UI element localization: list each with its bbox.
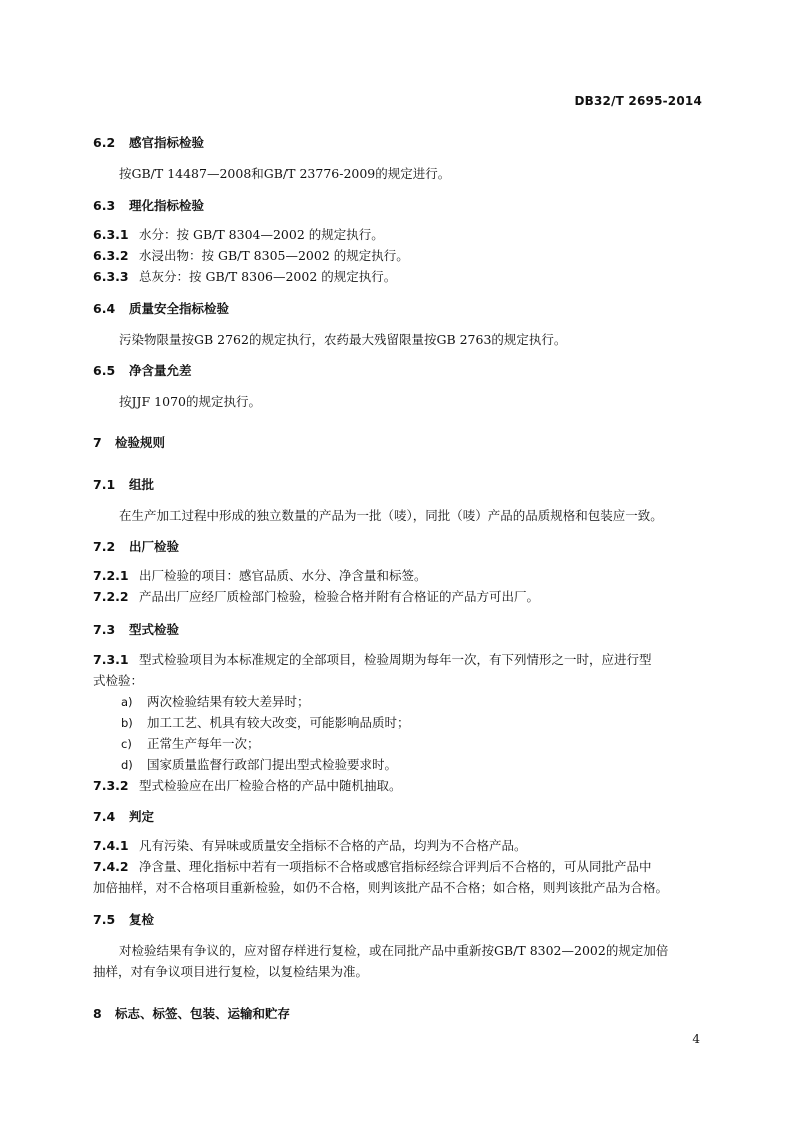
- chapter-8-heading: [93, 1004, 290, 1022]
- section-7-5-text-line1: 对检验结果有争议的，应对留存样进行复检，或在同批产品中重新按GB/T 8302—2002的规定加倍: [119, 943, 669, 958]
- clause-number: 6.3.2: [93, 248, 129, 263]
- section-6-2-heading: [93, 133, 204, 151]
- section-7-4-heading: [93, 807, 154, 825]
- section-7-2-heading: [93, 537, 179, 555]
- section-title: 判定: [129, 809, 155, 824]
- section-6-4-heading: [93, 299, 229, 317]
- clause-text: 出厂检验的项目：感官品质、水分、净含量和标签。: [139, 568, 427, 583]
- clause-7-3-1: [93, 650, 652, 668]
- section-6-3-heading: [93, 196, 204, 214]
- clause-text: 型式检验项目为本标准规定的全部项目，检验周期为每年一次，有下列情形之一时，应进行型: [139, 652, 652, 667]
- clause-6-3-2: [93, 246, 409, 264]
- section-title: 理化指标检验: [129, 198, 205, 213]
- list-item: [121, 755, 397, 773]
- chapter-number: 8: [93, 1006, 102, 1021]
- section-6-5-text: 按JJF 1070的规定执行。: [119, 394, 261, 409]
- document-code: DB32/T 2695-2014: [574, 94, 702, 108]
- list-marker: b): [121, 716, 133, 730]
- clause-text: 净含量、理化指标中若有一项指标不合格或感官指标经综合评判后不合格的，可从同批产品中: [139, 859, 652, 874]
- clause-7-2-1: [93, 566, 427, 584]
- section-title: 出厂检验: [129, 539, 180, 554]
- section-number: 7.4: [93, 809, 116, 824]
- list-item-text: 正常生产每年一次；: [147, 736, 260, 751]
- clause-7-4-2-continued: 加倍抽样，对不合格项目重新检验，如仍不合格，则判该批产品不合格；如合格，则判该批产品为合格。: [93, 880, 669, 895]
- section-title: 组批: [129, 477, 155, 492]
- section-6-4-text: 污染物限量按GB 2762的规定执行，农药最大残留限量按GB 2763的规定执行。: [119, 332, 567, 347]
- section-title: 净含量允差: [129, 363, 192, 378]
- clause-text: 水浸出物：按 GB/T 8305—2002 的规定执行。: [139, 248, 409, 263]
- clause-7-3-2: [93, 776, 402, 794]
- clause-7-3-1-continued: 式检验：: [93, 673, 144, 688]
- chapter-number: 7: [93, 435, 102, 450]
- chapter-title: 检验规则: [115, 435, 166, 450]
- section-7-5-heading: [93, 910, 154, 928]
- list-item: [121, 734, 260, 752]
- clause-text: 总灰分：按 GB/T 8306—2002 的规定执行。: [139, 269, 397, 284]
- section-6-2-text: 按GB/T 14487—2008和GB/T 23776-2009的规定进行。: [119, 166, 451, 181]
- clause-text: 产品出厂应经厂质检部门检验，检验合格并附有合格证的产品方可出厂。: [139, 589, 540, 604]
- section-number: 7.5: [93, 912, 116, 927]
- section-6-5-heading: [93, 361, 192, 379]
- section-number: 7.3: [93, 622, 116, 637]
- list-marker: d): [121, 758, 133, 772]
- clause-number: 6.3.3: [93, 269, 129, 284]
- page-number: 4: [692, 1032, 700, 1046]
- section-title: 质量安全指标检验: [129, 301, 230, 316]
- clause-number: 7.2.1: [93, 568, 129, 583]
- chapter-title: 标志、标签、包装、运输和贮存: [115, 1006, 291, 1021]
- section-title: 感官指标检验: [129, 135, 205, 150]
- list-item: [121, 713, 410, 731]
- section-number: 7.1: [93, 477, 116, 492]
- clause-number: 7.3.2: [93, 778, 129, 793]
- clause-7-2-2: [93, 587, 539, 605]
- section-number: 6.2: [93, 135, 116, 150]
- section-7-1-heading: [93, 475, 154, 493]
- clause-text: 水分：按 GB/T 8304—2002 的规定执行。: [139, 227, 384, 242]
- clause-text: 凡有污染、有异味或质量安全指标不合格的产品，均判为不合格产品。: [139, 838, 527, 853]
- list-item-text: 国家质量监督行政部门提出型式检验要求时。: [147, 757, 398, 772]
- section-number: 7.2: [93, 539, 116, 554]
- chapter-7-heading: [93, 433, 165, 451]
- section-title: 复检: [129, 912, 155, 927]
- clause-number: 6.3.1: [93, 227, 129, 242]
- section-7-3-heading: [93, 620, 179, 638]
- list-marker: c): [121, 737, 132, 751]
- section-7-1-text: 在生产加工过程中形成的独立数量的产品为一批（唛），同批（唛）产品的品质规格和包装应一致。: [119, 508, 663, 523]
- section-number: 6.4: [93, 301, 116, 316]
- clause-number: 7.4.1: [93, 838, 129, 853]
- clause-number: 7.2.2: [93, 589, 129, 604]
- clause-text: 型式检验应在出厂检验合格的产品中随机抽取。: [139, 778, 402, 793]
- section-number: 6.5: [93, 363, 116, 378]
- section-7-5-text-line2: 抽样，对有争议项目进行复检，以复检结果为准。: [93, 964, 369, 979]
- list-item: [121, 692, 310, 710]
- clause-number: 7.4.2: [93, 859, 129, 874]
- list-item-text: 两次检验结果有较大差异时；: [147, 694, 310, 709]
- list-marker: a): [121, 695, 133, 709]
- clause-7-4-2: [93, 857, 652, 875]
- clause-6-3-1: [93, 225, 384, 243]
- section-title: 型式检验: [129, 622, 180, 637]
- section-number: 6.3: [93, 198, 116, 213]
- list-item-text: 加工工艺、机具有较大改变，可能影响品质时；: [147, 715, 410, 730]
- clause-6-3-3: [93, 267, 396, 285]
- clause-number: 7.3.1: [93, 652, 129, 667]
- clause-7-4-1: [93, 836, 527, 854]
